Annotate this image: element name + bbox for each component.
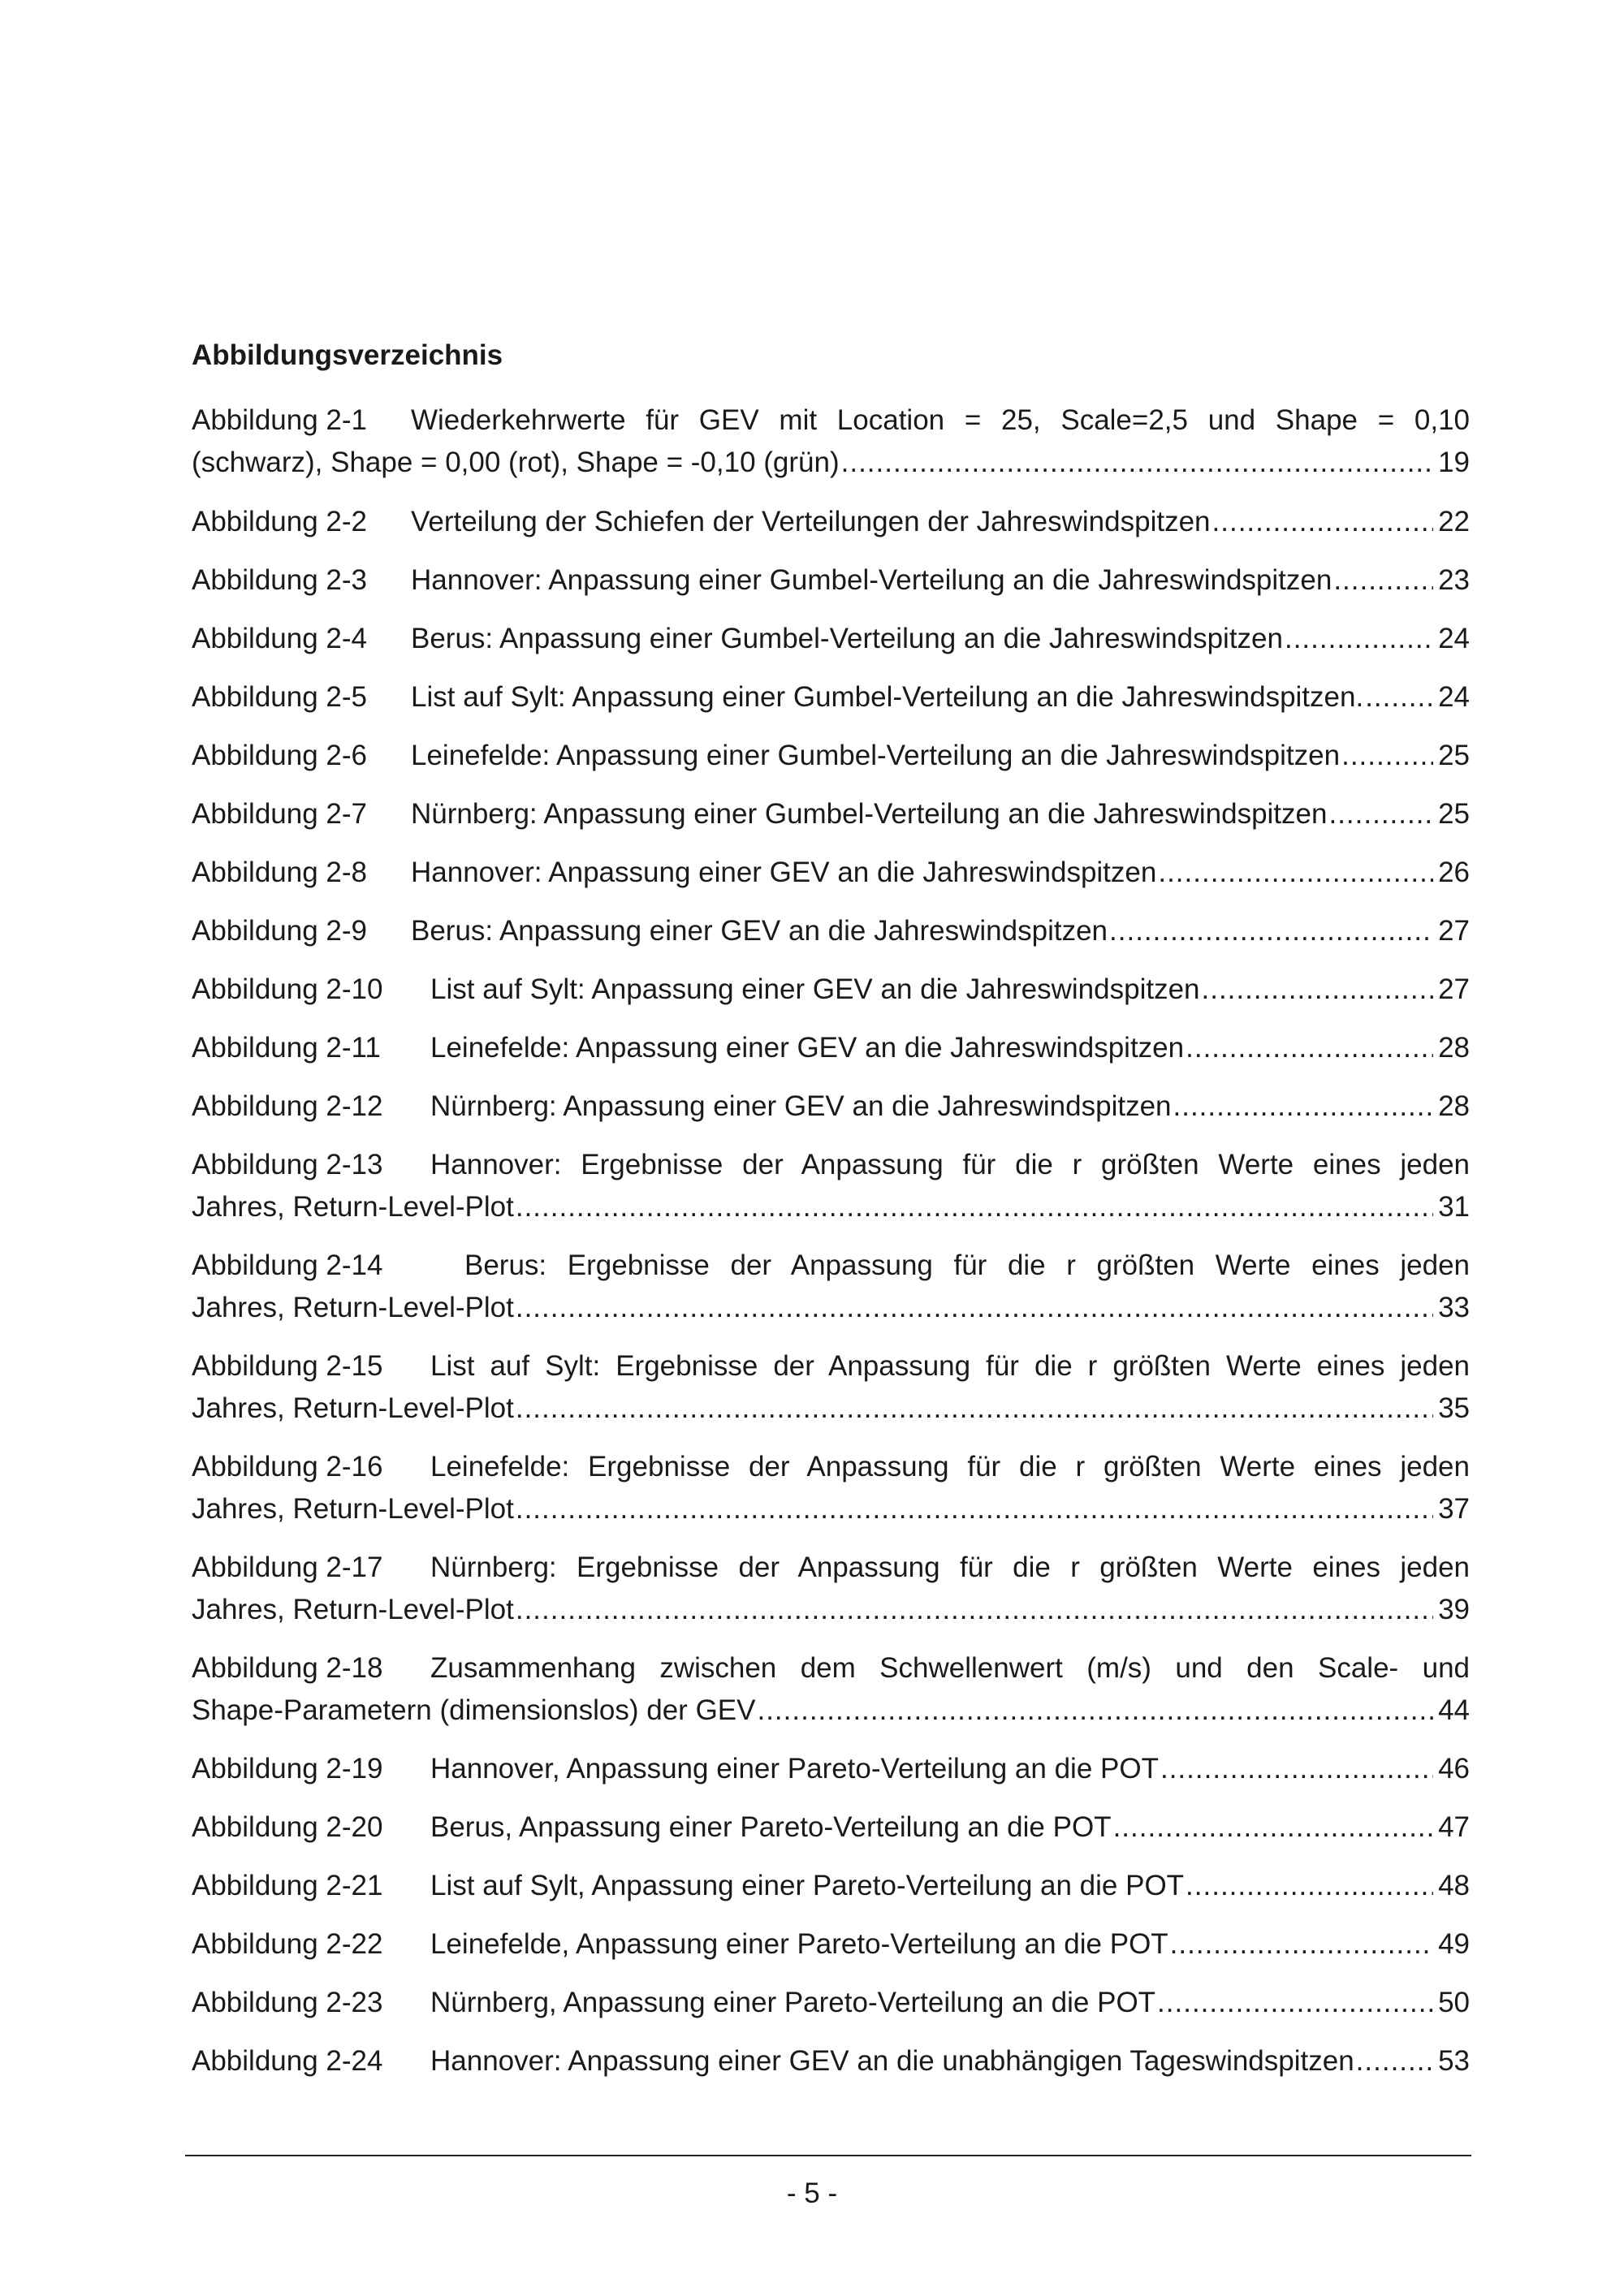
figure-number: Abbildung 2-8 [192,857,367,888]
figure-caption: Wiederkehrwerte für GEV mit Location = 25, Scale=2,5 und Shape = 0,10 [411,404,1470,436]
figure-caption: Berus: Anpassung einer Gumbel-Verteilung an die Jahreswindspitzen [411,623,1283,654]
figure-entry[interactable] [192,1446,1470,1530]
leader-dots [757,1690,1433,1732]
figure-number: Abbildung 2-11 [192,1032,381,1064]
figure-number: Abbildung 2-23 [192,1987,383,2018]
page-ref: 37 [1438,1493,1470,1525]
figure-caption: List auf Sylt: Ergebnisse der Anpassung für die r größten Werte eines jeden [430,1350,1470,1382]
figure-caption: Nürnberg, Anpassung einer Pareto-Verteilung an die POT [430,1987,1156,2018]
figure-caption-continued: Jahres, Return-Level-Plot [192,1292,514,1323]
figure-entry[interactable] [192,793,1470,835]
leader-dots [516,1388,1433,1430]
figure-entry[interactable] [192,1144,1470,1228]
figure-caption: Nürnberg: Ergebnisse der Anpassung für die r größten Werte eines jeden [430,1552,1470,1583]
leader-dots [516,1488,1433,1530]
figure-number: Abbildung 2-22 [192,1928,383,1960]
figure-number: Abbildung 2-5 [192,681,367,713]
figure-caption-continued: Jahres, Return-Level-Plot [192,1191,514,1223]
page-ref: 24 [1438,623,1470,654]
figure-number: Abbildung 2-6 [192,740,367,771]
leader-dots [516,1186,1433,1228]
figure-caption: List auf Sylt, Anpassung einer Pareto-Verteilung an die POT [430,1870,1185,1901]
figure-caption: List auf Sylt: Anpassung einer Gumbel-Verteilung an die Jahreswindspitzen. [411,681,1364,713]
page-ref: 35 [1438,1392,1470,1424]
leader-dots [1186,1865,1433,1907]
figure-caption-continued: Jahres, Return-Level-Plot [192,1392,514,1424]
leader-dots [1113,1806,1433,1849]
figure-caption: Hannover, Anpassung einer Pareto-Verteilung an die POT [430,1753,1159,1785]
figure-caption: Nürnberg: Anpassung einer GEV an die Jahreswindspitzen [430,1090,1172,1122]
leader-dots [1202,969,1434,1011]
page-ref: 50 [1438,1987,1470,2018]
leader-dots [1157,1982,1433,2024]
figure-entry[interactable] [192,399,1470,484]
figure-entry[interactable] [192,1748,1470,1790]
page-ref: 28 [1438,1090,1470,1122]
figure-number: Abbildung 2-3 [192,564,367,596]
figure-caption: Zusammenhang zwischen dem Schwellenwert (m/s) und den Scale- und [430,1652,1470,1684]
leader-dots [1333,559,1433,602]
figure-caption: Hannover: Anpassung einer GEV an die Jahreswindspitzen [411,857,1157,888]
page-number: - 5 - [786,2177,838,2209]
page-ref: 44 [1438,1694,1470,1726]
figure-caption: Berus: Anpassung einer GEV an die Jahreswindspitzen [411,915,1108,947]
figure-number: Abbildung 2-20 [192,1811,383,1843]
figure-caption: Leinefelde: Ergebnisse der Anpassung für die r größten Werte eines jeden [430,1451,1470,1482]
figure-caption: Berus: Ergebnisse der Anpassung für die r größten Werte eines jeden [464,1249,1470,1281]
leader-dots [1109,910,1433,952]
figure-number: Abbildung 2-19 [192,1753,383,1785]
figure-number: Abbildung 2-18 [192,1652,383,1684]
figure-entry[interactable] [192,1923,1470,1966]
page-ref: 53 [1438,2045,1470,2077]
figure-number: Abbildung 2-2 [192,506,367,537]
figure-caption: Berus, Anpassung einer Pareto-Verteilung an die POT [430,1811,1112,1843]
figure-caption-continued: Jahres, Return-Level-Plot [192,1493,514,1525]
figure-entry[interactable] [192,1245,1470,1329]
page-ref: 33 [1438,1292,1470,1323]
figure-entry[interactable] [192,1345,1470,1430]
figure-entry[interactable] [192,1806,1470,1849]
figure-entry[interactable] [192,1027,1470,1069]
page-ref: 49 [1438,1928,1470,1960]
page-ref: 23 [1438,564,1470,596]
leader-dots [1212,501,1434,543]
figure-number: Abbildung 2-10 [192,973,383,1005]
page-ref: 25 [1438,740,1470,771]
leader-dots [516,1287,1433,1329]
figure-number: Abbildung 2-17 [192,1552,383,1583]
figure-entry[interactable] [192,1865,1470,1907]
page-ref: 22 [1438,506,1470,537]
leader-dots [1186,1027,1433,1069]
figure-number: Abbildung 2-21 [192,1870,383,1901]
figure-number: Abbildung 2-15 [192,1350,383,1382]
figure-entry[interactable] [192,910,1470,952]
page-ref: 25 [1438,798,1470,830]
figure-caption: Verteilung der Schiefen der Verteilungen der Jahreswindspitzen [411,506,1211,537]
leader-dots [1365,676,1433,719]
figure-number: Abbildung 2-16 [192,1451,383,1482]
figure-entry[interactable] [192,1085,1470,1128]
figure-entry[interactable] [192,969,1470,1011]
figure-caption-continued: Jahres, Return-Level-Plot [192,1594,514,1625]
figure-entry[interactable] [192,559,1470,602]
figure-caption: Leinefelde: Anpassung einer GEV an die Jahreswindspitzen [430,1032,1185,1064]
leader-dots [1160,1748,1433,1790]
figure-caption: Hannover: Ergebnisse der Anpassung für die r größten Werte eines jeden [430,1149,1470,1180]
leader-dots [1328,793,1433,835]
figure-entry[interactable] [192,1547,1470,1631]
page-ref: 39 [1438,1594,1470,1625]
page-ref: 31 [1438,1191,1470,1223]
figure-number: Abbildung 2-1 [192,404,367,436]
figure-number: Abbildung 2-14 [192,1249,383,1281]
figure-entry[interactable] [192,1982,1470,2024]
leader-dots [1356,2040,1433,2082]
page-ref: 28 [1438,1032,1470,1064]
leader-dots [1341,735,1433,777]
figure-caption-continued: Shape-Parametern (dimensionslos) der GEV [192,1694,756,1726]
page-ref: 46 [1438,1753,1470,1785]
figure-number: Abbildung 2-13 [192,1149,383,1180]
page-ref: 19 [1438,447,1470,478]
leader-dots [841,442,1433,484]
list-of-figures-heading: Abbildungsverzeichnis [192,339,503,371]
leader-dots [1158,852,1433,894]
page-ref: 47 [1438,1811,1470,1843]
figure-number: Abbildung 2-4 [192,623,367,654]
page-ref: 27 [1438,915,1470,947]
page-ref: 26 [1438,857,1470,888]
page-ref: 24 [1438,681,1470,713]
leader-dots [1170,1923,1433,1966]
figure-caption: Leinefelde: Anpassung einer Gumbel-Verteilung an die Jahreswindspitzen [411,740,1341,771]
figure-number: Abbildung 2-24 [192,2045,383,2077]
leader-dots [1173,1085,1434,1128]
figure-number: Abbildung 2-7 [192,798,367,830]
footer-rule [185,2155,1471,2156]
figure-entry[interactable] [192,735,1470,777]
page-ref: 27 [1438,973,1470,1005]
figure-caption: Hannover: Anpassung einer GEV an die unabhängigen Tageswindspitzen [430,2045,1354,2077]
figure-caption: Leinefelde, Anpassung einer Pareto-Verteilung an die POT [430,1928,1168,1960]
figure-entry[interactable] [192,852,1470,894]
figure-entry[interactable] [192,2040,1470,2082]
figure-entry[interactable] [192,501,1470,543]
figure-number: Abbildung 2-9 [192,915,367,947]
leader-dots [516,1589,1433,1631]
figure-caption: Nürnberg: Anpassung einer Gumbel-Verteilung an die Jahreswindspitzen [411,798,1328,830]
figure-number: Abbildung 2-12 [192,1090,383,1122]
leader-dots [1285,618,1433,660]
page-ref: 48 [1438,1870,1470,1901]
figure-caption-continued: (schwarz), Shape = 0,00 (rot), Shape = -0,10 (grün) [192,447,840,478]
figure-caption: List auf Sylt: Anpassung einer GEV an die Jahreswindspitzen [430,973,1200,1005]
figure-caption: Hannover: Anpassung einer Gumbel-Verteilung an die Jahreswindspitzen [411,564,1332,596]
figure-entry[interactable] [192,1647,1470,1732]
figure-entry[interactable] [192,676,1470,719]
figure-entry[interactable] [192,618,1470,660]
